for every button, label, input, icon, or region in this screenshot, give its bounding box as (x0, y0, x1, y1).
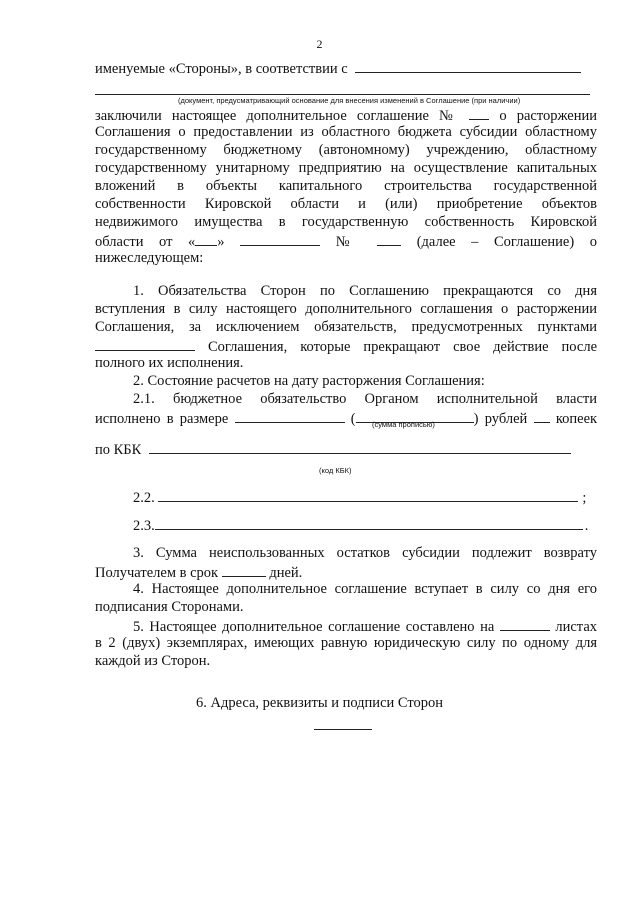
p2-text-3e: копеек (555, 411, 598, 427)
basis-document-blank[interactable] (355, 59, 581, 73)
amount-digits-blank[interactable] (235, 409, 345, 423)
p2-text-3d: рублей (484, 411, 528, 427)
kbk-blank[interactable] (149, 440, 571, 454)
p1-line-1: 1. Обязательства Сторон по Соглашению прекращаются со дня (133, 283, 597, 299)
p2-text-3b: ( (350, 411, 356, 427)
closing-rule (314, 729, 372, 730)
p23-label: 2.3. (133, 518, 155, 534)
intro-text-10a: области от « (95, 234, 196, 250)
p4-line-1: 4. Настоящее дополнительное соглашение вступает в силу со дня его (133, 581, 597, 597)
intro-line-11: нижеследующем: (95, 250, 204, 266)
intro-text-1: именуемые «Стороны», в соответствии с (95, 61, 348, 77)
p3-line-1: 3. Сумма неиспользованных остатков субсидии подлежит возврату (133, 545, 597, 561)
p1-line-3: Соглашения, за исключением обязательств, предусмотренных пунктами (95, 319, 597, 335)
p5-line-2: в 2 (двух) экземплярах, имеющих равную юридическую силу по одному для (95, 635, 597, 651)
p1-line-2: вступления в силу настоящего дополнительного соглашения о расторжении (95, 301, 597, 317)
p3-line-2 (95, 563, 597, 582)
kbk-line (95, 440, 597, 459)
page-number: 2 (316, 37, 323, 51)
p23-blank[interactable] (155, 516, 583, 530)
p5-text-1b: листах (555, 619, 598, 635)
intro-line-10 (95, 232, 597, 251)
p3-text-2b: дней. (269, 565, 303, 581)
p2-text-3c: ) (473, 411, 479, 427)
intro-text-3b: о расторжении (499, 108, 598, 124)
p4-line-2: подписания Сторонами. (95, 599, 244, 615)
p22-label: 2.2. (133, 490, 155, 506)
sheets-count-blank[interactable] (500, 617, 550, 631)
intro-line-8: собственности Кировской области и (или) приобретение объектов (95, 196, 597, 212)
p1-line-5: полного их исполнения. (95, 355, 244, 371)
intro-text-3a: заключили настоящее дополнительное соглашение № (95, 108, 460, 124)
p2-line-1: 2. Состояние расчетов на дату расторжения Соглашения: (133, 373, 485, 389)
sum-caption: (сумма прописью) (372, 420, 435, 429)
return-days-blank[interactable] (222, 563, 266, 577)
basis-document-line[interactable] (95, 94, 590, 95)
p5-line-1 (133, 617, 597, 636)
intro-text-10c: № (335, 234, 362, 250)
clauses-blank[interactable] (95, 337, 195, 351)
p23-end: . (584, 518, 589, 534)
intro-text-10b: » (217, 234, 225, 250)
intro-line-9: недвижимого имущества в государственную собственность Кировской (95, 214, 597, 230)
p5-text-1a: 5. Настоящее дополнительное соглашение составлено на (133, 619, 495, 635)
kopecks-blank[interactable] (534, 409, 550, 423)
p5-line-3: каждой из Сторон. (95, 653, 211, 669)
agreement-no-blank[interactable] (377, 232, 401, 246)
p23-line (133, 516, 597, 535)
p22-line (133, 488, 597, 507)
p2-line-2: 2.1. бюджетное обязательство Органом исполнительной власти (133, 391, 597, 407)
p22-end: ; (582, 490, 587, 506)
intro-line-7: вложений в объекты капитального строительства государственной (95, 178, 597, 194)
agreement-date-blank[interactable] (240, 232, 320, 246)
kbk-caption: (код КБК) (319, 466, 352, 475)
intro-line-1 (95, 59, 597, 78)
kbk-label: по КБК (95, 442, 142, 458)
intro-line-3 (95, 106, 597, 125)
p22-blank[interactable] (158, 488, 578, 502)
intro-line-6: государственному унитарному предприятию на осуществление капитальных (95, 160, 597, 176)
p1-line-4 (95, 337, 597, 356)
intro-line-4: Соглашения о предоставлении из областного бюджета субсидии областному (95, 124, 597, 140)
basis-caption: (документ, предусматривающий основание для внесения изменений в Соглашение (при наличии) (178, 96, 521, 105)
agreement-number-blank[interactable] (469, 106, 489, 120)
p1-text-4: Соглашения, которые прекращают свое действие после (208, 339, 598, 355)
p2-text-3a: исполнено в размере (95, 411, 229, 427)
intro-text-10d: (далее – Соглашение) о (416, 234, 598, 250)
agreement-day-blank[interactable] (195, 232, 217, 246)
p2-line-3 (95, 409, 597, 428)
p3-text-2a: Получателем в срок (95, 565, 219, 581)
intro-line-5: государственному бюджетному (автономному) учреждению, областному (95, 142, 597, 158)
section-6-title: 6. Адреса, реквизиты и подписи Сторон (195, 695, 444, 711)
